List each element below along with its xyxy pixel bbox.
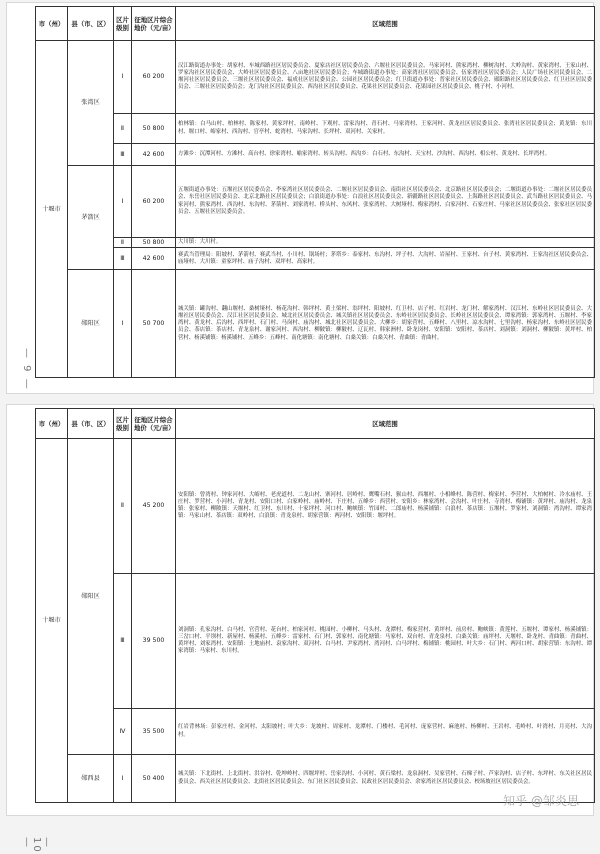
table-header-row [36, 409, 595, 439]
area-cell: 红岩背林场：彭家庄村、金河村、太阳坡村；叶大乡：龙坡村、周家村、龙潭村、门楼村、毛河村、庞家营村、麻池村、杨柳村、王岩村、毛岭村、叶湾村、月亮村、大沟村。 [176, 709, 595, 755]
document-page-1 [6, 2, 594, 394]
table-row [36, 248, 595, 270]
area-cell: 方滩乡：沉潭河村、方滩村、高台村、徐家湾村、喻家湾村、转头沟村、西沟乡：白石村、东沟村、天宝村、沙沟村、西沟村、相公村、黄龙村、长坪湾村。 [176, 144, 595, 166]
header-area: 区域范围 [176, 409, 595, 439]
header-city: 市（州） [36, 409, 68, 439]
level-cell: Ⅱ [114, 439, 132, 574]
level-cell: Ⅱ [114, 114, 132, 144]
table-row [36, 41, 595, 114]
document-page-2 [6, 404, 594, 854]
land-price-table-2 [35, 408, 595, 803]
level-cell: Ⅲ [114, 248, 132, 270]
table-row [36, 709, 595, 755]
county-cell: 茅箭区 [68, 166, 114, 270]
city-cell: 十堰市 [36, 439, 68, 803]
header-price: 征地区片综合地价（元/亩） [132, 7, 176, 41]
watermark: 知乎 @邹炎思 [503, 794, 579, 808]
header-price: 征地区片综合地价（元/亩） [132, 409, 176, 439]
table-header-row [36, 7, 595, 41]
price-cell: 50 800 [132, 238, 176, 248]
county-cell: 郧西县 [68, 755, 114, 803]
table-row [36, 114, 595, 144]
area-cell: 五堰街道办事处：五堰社区居民委员会、李家湾社区居民委员会、二堰社区居民委员会、南街社区居民委员会、北京路社区居民委员会；二堰街道办事处：二堰社区居民委员会、东岳社区居民委员会、北京北路社区居民委员会；白浪街道办事处：白浪社区居民委员会、新疆路社区居民委员会、上海路社区居民委员会、武当路社区居民委员会、马家河村、熊家湾村、西沟村、东沟村、茅箭村、刘家湾村、桥头村、东风村、张家湾村、大树垭村、梅家湾村、白家河村、石家庄村、马家社区居民委员会、张家社区居民委员会、五堰社区居民委员会。 [176, 166, 595, 238]
header-area: 区域范围 [176, 7, 595, 41]
price-cell: 42 600 [132, 248, 176, 270]
level-cell: Ⅰ [114, 166, 132, 238]
header-county: 县（市、区） [68, 7, 114, 41]
price-cell: 50 700 [132, 270, 176, 378]
county-cell: 郧阳区 [68, 270, 114, 378]
city-cell: 十堰市 [36, 41, 68, 378]
price-cell: 50 400 [132, 755, 176, 803]
price-cell: 60 200 [132, 41, 176, 114]
page-number: — 10 — [21, 837, 52, 854]
area-cell: 安阳镇：曾湾村、钟家河村、大峪村、老虎道村、二龙山村、寨河村、居岭村、鹰嘴石村、猴山村、西堰村、小相峰村、陈营村、梅家村、李营村、大柏树村、冷水庙村、王庄村、罗营村、小河村、青龙村、安阳口村、白家岭村、庙岭村、下庄村、五峰乡：西营村、安阳乡：林家湾村、会沟村、叶庄村、寺湾村、梅铺镇：黄坪村、庙沟村、龙泉镇：张家村、柳陂镇：天堰村、红卫村、东川村、十家坪村、河口村、鲍峡镇：竹园村、二郎庙村、杨溪铺镇：白浪村、茶店镇：五堰村、罗家村、刘洞镇：湾沟村、谭家湾镇：马家山村、茶店镇：双岭村、白浪镇：青龙泉村、胡家营镇：两河村、安阳镇：堰坪村。 [176, 439, 595, 574]
level-cell: Ⅲ [114, 144, 132, 166]
header-level: 区片级别 [114, 7, 132, 41]
table-row [36, 166, 595, 238]
price-cell: 45 200 [132, 439, 176, 574]
level-cell: Ⅰ [114, 41, 132, 114]
area-cell: 柏林镇：白马山村、柏林村、陈家村、黄家坪村、南岭村、下观村、雷家沟村、青石村、马家湾村、王家河村、黄龙社区居民委员会、张湾社区居民委员会；黄龙镇：东川村、堰口村、峪家村、西沟村、官亭村、蛇湾村、马家沟村、长坪村、双河村、关家村。 [176, 114, 595, 144]
price-cell: 35 500 [132, 709, 176, 755]
area-cell: 赛武当管理局：阳坡村、茅箭村、赛武当村、小川村、锅场村；茅塔乡：泰家村、东沟村、坪子村、大沟村、岩屋村、王家村、台子村、黄家湾村、王家沟社区居民委员会、庙垭村、大川镇：童家坪村、庙子沟村、双坪村、高家村。 [176, 248, 595, 270]
area-cell: 城关镇：罐沟村、翻山堰村、桑树垭村、杨花沟村、韩坪村、黄土梁村、翁坪村、阳坡村、红卫村、店子村、红岩村、龙门村、解家湾村、汉江村、东岭社区居民委员会、大堰社区居民委员会、汉江社区居民委员会、城北社区居民委员会、城关镇社区居民委员会、东岭社区居民委员会、长岭社区居民委员会、谭家湾镇：郭家湾村、五堰村、李家湾村、黄龙村、后沟村、西坪村、石门村、马岗村、庙沟村、城北社区居民委员会、大柳乡：胡家营村、五峰村、八里村、凉水沟村、七里沟村、杨家沟村、东岭社区居民委员会、茶店镇：茶店村、青龙泉村、谢家河村、西沟村、柳陂镇：柳陂村、辽瓦村、韩家洲村、卧龙岗村、安阳镇：安阳村、茶店村、刘洞镇：刘洞村、柳陂镇：黄坪村、柏营村、杨溪铺镇：杨溪铺村、五峰乡：五峰村、南化塘镇：南化塘村、白桑关镇：白桑关村、青曲镇：青曲村。 [176, 270, 595, 378]
table-row [36, 270, 595, 378]
area-cell: 城关镇：下北街村、上北街村、洪谷村、乾坤岭村、四堰坪村、岳家沟村、小河村、黄石梁村、龙泉洞村、吴家营村、石梯子村、芦家沟村、店子村、东坪村、东关社区居民委员会、西关社区居民委员会、北街社区居民委员会、东门社区居民委员会、民政社区居民委员会、余家湾社区居民委员会、校场坡社区居民委员会。 [176, 755, 595, 803]
header-county: 县（市、区） [68, 409, 114, 439]
level-cell: Ⅰ [114, 755, 132, 803]
table-row [36, 238, 595, 248]
price-cell: 42 600 [132, 144, 176, 166]
area-cell: 汉江路街道办事处：胡家村、车城西路社区居民委员会、夏家店社区居民委员会、六堰社区居民委员会、马家河村、熊家湾村、柳树沟村、大岭沟村、黄家湾村、王家山村、罗家沟社区居民委员会、大岭社区居民委员会、八亩地社区居民委员会；车城路街道办事处：高家湾社区居民委员会、伍家湾社区居民委员会；人民广场社区居民委员会、二堰河社区居民委员会、三堰社区居民委员会、福成社区居民委员会、公园社区居民委员会；红卫街道办事处：普家社区居民委员会、郧阳路社区居民委员会、红卫社区居民委员会、三堰社区居民委员会；龙门沟社区居民委员会、西沟社区居民委员会、花果社区居民委员会、花果园社区居民委员会、桃子村、小河村。 [176, 41, 595, 114]
header-level: 区片级别 [114, 409, 132, 439]
table-row [36, 574, 595, 709]
price-cell: 50 800 [132, 114, 176, 144]
area-cell: 大川镇：大川村。 [176, 238, 595, 248]
header-city: 市（州） [36, 7, 68, 41]
table-row [36, 439, 595, 574]
level-cell: Ⅱ [114, 238, 132, 248]
table-row [36, 144, 595, 166]
price-cell: 60 200 [132, 166, 176, 238]
level-cell: Ⅲ [114, 574, 132, 709]
county-cell: 郧阳区 [68, 439, 114, 755]
price-cell: 39 500 [132, 574, 176, 709]
level-cell: Ⅳ [114, 709, 132, 755]
area-cell: 刘洞镇：孔家沟村、白马村、官营村、花台村、柏家河村、桃园村、小柳村、马头村、龙潭村、梅家营村、黄坪村、前房村、鲍峡镇：黄莲村、五堰村、谭家村、杨溪铺镇：三岔口村、平坝村、新屋村、杨溪村、五峰乡：雷家村、石门村、郭家村、南化塘镇：马家村、双台村、青龙泉村、白桑关镇：庙坪村、天堰村、卧龙村、青曲镇：青曲村、黄坪村、刘家湾村、安阳镇：土地庙村、袁家沟村、双河村、白马村、尹家湾村、湾河村、白马坪村、梅铺镇：桃园村、叶大乡：石门村、两河口村、胡家营镇：东沟村、谭家湾镇：马家村、东川村。 [176, 574, 595, 709]
level-cell: Ⅰ [114, 270, 132, 378]
land-price-table-1 [35, 6, 595, 378]
county-cell: 张湾区 [68, 41, 114, 166]
page-number: — 9 — [21, 348, 32, 391]
